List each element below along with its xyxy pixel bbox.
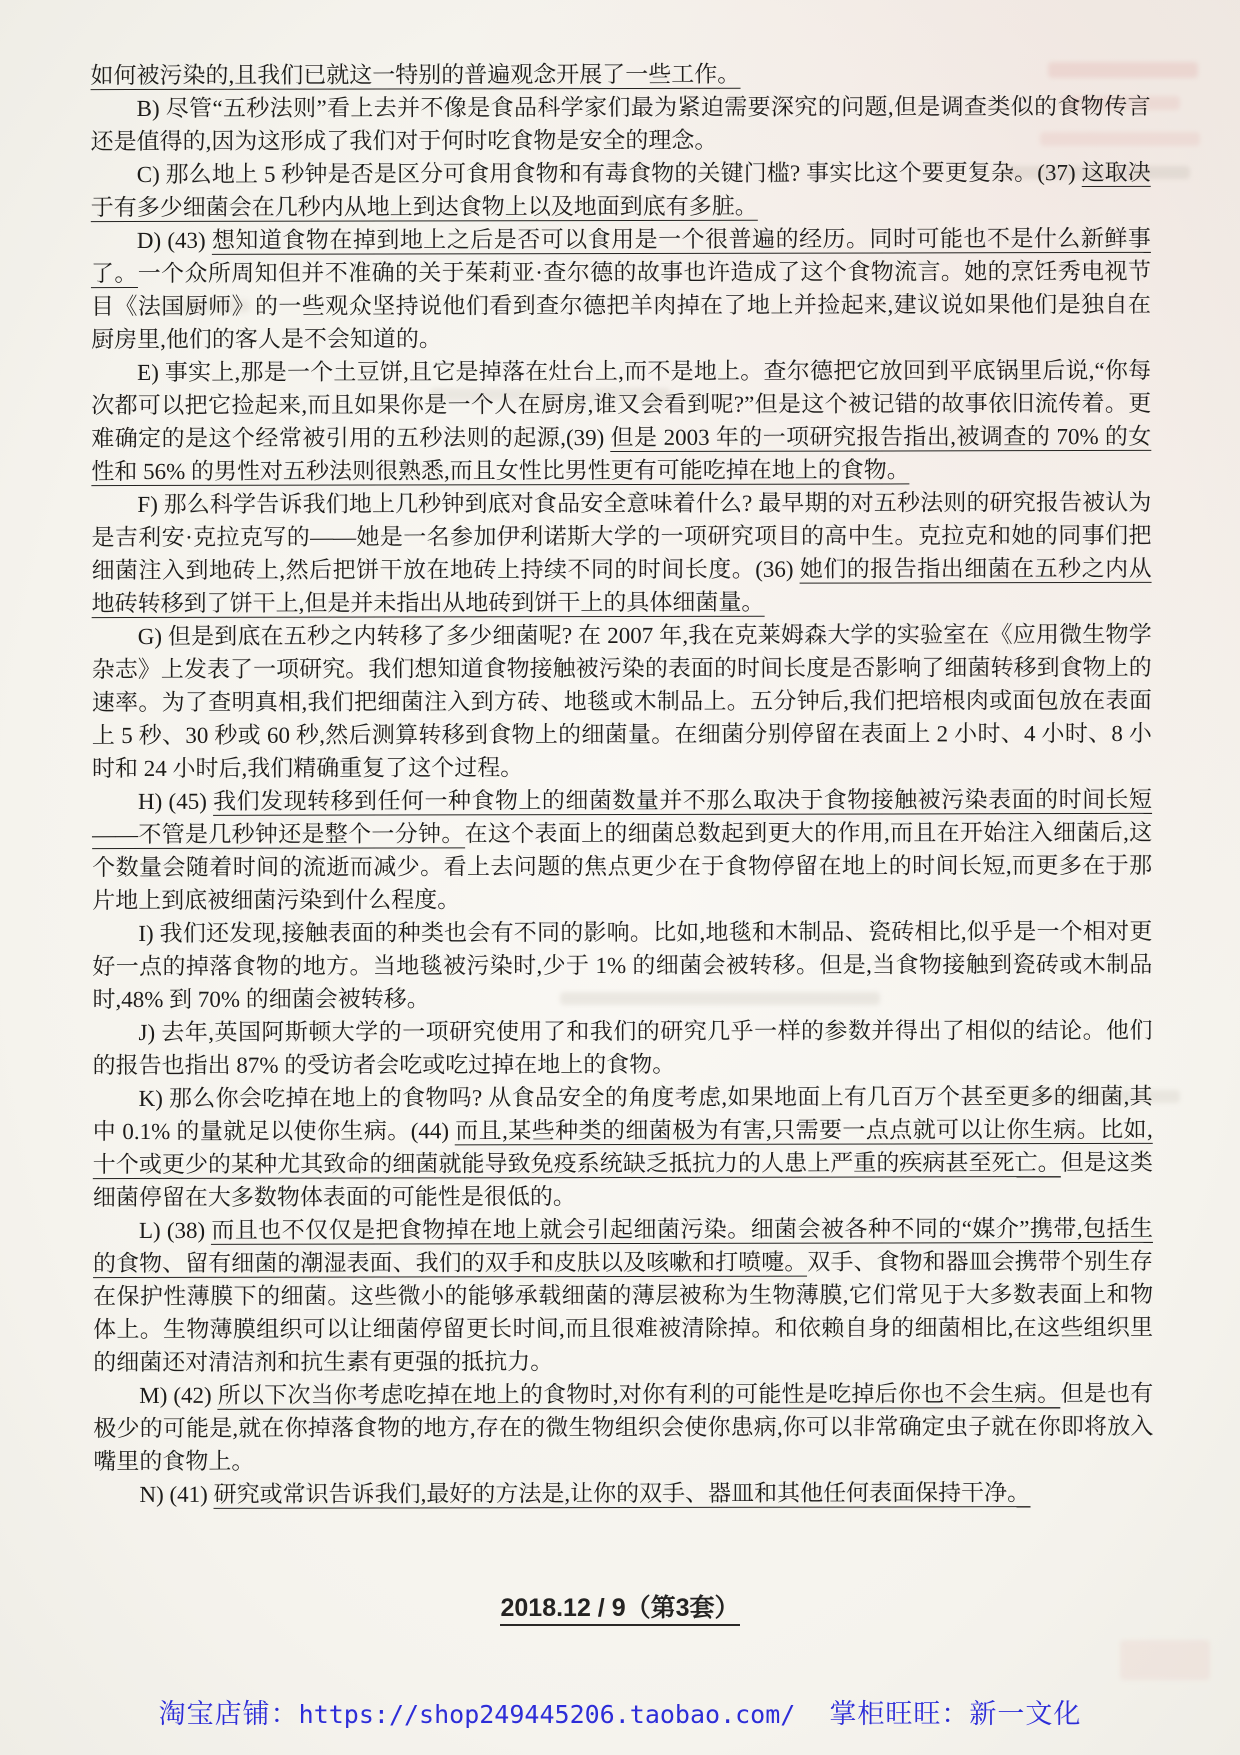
- text-segment: G) 但是到底在五秒之内转移了多少细菌呢? 在 2007 年,我在克莱姆森大学的实验室在《应用微生物学杂志》上发表了一项研究。我们想知道食物接触被污染的表面的时间长度是否影响了细菌转移到食物上的速率。为了查明真相,我们把细菌注入到方砖、地毯或木制品上。五分钟后,我们把培根肉或面包放在表面上 5 秒、30 秒或 60 秒,然后测算转移到食物上的细菌量。在细菌分别停留在表面上 2 小时、4 小时、8 小时和 24 小时后,我们精确重复了这个过程。: [91, 621, 1152, 782]
- paragraph: [93, 1377, 1153, 1478]
- wangwang-name: 新一文化: [969, 1699, 1082, 1729]
- text-segment: I) 我们还发现,接触表面的种类也会有不同的影响。比如,地毯和木制品、瓷砖相比,似乎是一个相对更好一点的掉落食物的地方。当地毯被污染时,少于 1% 的细菌会被转移。但是,当食物接触到瓷砖或木制品时,48% 到 70% 的细菌会被转移。: [92, 918, 1153, 1013]
- paragraph: [92, 783, 1152, 917]
- text-segment: 但是这类细菌停留在大多数物体表面的可能性是很低的。: [92, 1149, 1153, 1211]
- text-segment: 但是也有极少的可能是,就在你掉落食物的地方,存在的微生物组织会使你患病,你可以非常确定虫子就在你即将放入嘴里的食物上。: [93, 1380, 1154, 1475]
- text-segment: L) (38): [138, 1217, 212, 1244]
- text-segment: M) (42): [139, 1382, 218, 1409]
- underlined-answer-text: 想知道食物在掉到地上之后是否可以食用是一个很普遍的经历。同时可能也不是什么新鲜事了。: [90, 225, 1151, 287]
- underlined-answer-text: 如何被污染的,且我们已就这一特别的普遍观念开展了一些工作。: [90, 61, 741, 89]
- text-segment: 在这个表面上的细菌总数起到更大的作用,而且在开始注入细菌后,这个数量会随着时间的流逝而减少。看上去问题的焦点更少在于食物停留在地上的时间长短,而更多在于那片地上到底被细菌污染到什么程度。: [92, 819, 1153, 914]
- underlined-answer-text: 这取决于有多少细菌会在几秒内从地上到达食物上以及地面到底有多脏。: [90, 159, 1151, 221]
- bleed-through-artifact: [1120, 1640, 1210, 1680]
- underlined-answer-text: 但是 2003 年的一项研究报告指出,被调查的 70% 的女性和 56% 的男性对五秒法则很熟悉,而且女性比男性更有可能吃掉在地上的食物。: [91, 423, 1152, 485]
- text-segment: 一个众所周知但并不准确的关于茱莉亚·查尔德的故事也许造成了这个食物流言。她的烹饪秀电视节目《法国厨师》的一些观众坚持说他们看到查尔德把羊肉掉在了地上并捡起来,建议说如果他们是独自在厨房里,他们的客人是不会知道的。: [90, 258, 1152, 353]
- underlined-answer-text: 而且,某些种类的细菌极为有害,只需要一点点就可以让你生病。比如,十个或更少的某种尤其致命的细菌就能导致免疫系统缺乏抵抗力的人患上严重的疾病甚至死亡。: [92, 1116, 1153, 1178]
- paragraph: [92, 1014, 1152, 1082]
- paragraph: [92, 618, 1152, 785]
- shop-label: 淘宝店铺：: [158, 1699, 299, 1729]
- text-segment: K) 那么你会吃掉在地上的食物吗? 从食品安全的角度考虑,如果地面上有几百万个甚至更多的细菌,其中 0.1% 的量就足以使你生病。(44): [92, 1083, 1153, 1145]
- shop-url: https://shop249445206.taobao.com/: [298, 1700, 796, 1729]
- shop-watermark: [0, 1692, 1240, 1731]
- text-segment: J) 去年,英国阿斯顿大学的一项研究使用了和我们的研究几乎一样的参数并得出了相似的结论。他们的报告也指出 87% 的受访者会吃或吃过掉在地上的食物。: [92, 1017, 1153, 1079]
- paragraph: [91, 222, 1151, 356]
- text-segment: B) 尽管“五秒法则”看上去并不像是食品科学家们最为紧迫需要深究的问题,但是调查类似的食物传言还是值得的,因为这形成了我们对于何时吃食物是安全的理念。: [90, 93, 1151, 155]
- text-segment: C) 那么地上 5 秒钟是否是区分可食用食物和有毒食物的关键门槛? 事实比这个要更复杂。(37): [136, 160, 1082, 188]
- paragraph: [91, 90, 1151, 158]
- translation-text: [90, 57, 1153, 1511]
- text-segment: E) 事实上,那是一个土豆饼,且它是掉落在灶台上,而不是地上。查尔德把它放回到平底锅里后说,“你每次都可以把它捡起来,而且如果你是一个人在厨房,谁又会看到呢?”但是这个被记错的故事依旧流传着。更难确定的是这个经常被引用的五秒法则的起源,(39): [91, 357, 1152, 452]
- text-segment: F) 那么科学告诉我们地上几秒钟到底对食品安全意味着什么? 最早期的对五秒法则的研究报告被认为是吉利安·克拉克写的——她是一名参加伊利诺斯大学的一项研究项目的高中生。克拉克和她的同事们把细菌注入到地砖上,然后把饼干放在地砖上持续不同的时间长度。(36): [91, 489, 1152, 584]
- underlined-answer-text: 她们的报告指出细菌在五秒之内从地砖转移到了饼干上,但是并未指出从地砖到饼干上的具体细菌量。: [91, 555, 1152, 617]
- wangwang-label: 掌柜旺旺：: [829, 1699, 970, 1729]
- text-segment: D) (43): [136, 227, 212, 254]
- text-segment: 双手、食物和器皿会携带个别生存在保护性薄膜下的细菌。这些微小的能够承载细菌的薄层被称为生物薄膜,它们常见于大多数表面上和物体上。生物薄膜组织可以让细菌停留更长时间,而且很难被清除掉。和依赖自身的细菌相比,在这些组织里的细菌还对清洁剂和抗生素有更强的抵抗力。: [93, 1248, 1154, 1376]
- page-number-footer: [0, 1588, 1240, 1624]
- paragraph: [91, 486, 1151, 620]
- paragraph: [90, 57, 1150, 92]
- paragraph: [91, 354, 1151, 488]
- underlined-answer-text: 而且也不仅仅是把食物掉在地上就会引起细菌污染。细菌会被各种不同的“媒介”携带,包括生的食物、留有细菌的潮湿表面、我们的双手和皮肤以及咳嗽和打喷嚏。: [92, 1215, 1153, 1277]
- paragraph: [91, 156, 1151, 224]
- underlined-answer-text: 我们发现转移到任何一种食物上的细菌数量并不那么取决于食物接触被污染表面的时间长短——不管是几秒钟还是整个一分钟。: [92, 786, 1153, 848]
- paragraph: [93, 1476, 1153, 1511]
- text-segment: H) (45): [138, 788, 214, 815]
- text-segment: N) (41): [139, 1481, 214, 1508]
- paragraph: [93, 1080, 1153, 1214]
- paragraph: [92, 915, 1152, 1016]
- underlined-answer-text: 研究或常识告诉我们,最好的方法是,让你的双手、器皿和其他任何表面保持干净。: [213, 1480, 1031, 1507]
- page-number-label: 2018.12 / 9（第3套）: [500, 1594, 739, 1626]
- underlined-answer-text: 所以下次当你考虑吃掉在地上的食物时,对你有利的可能性是吃掉后你也不会生病。: [217, 1381, 1061, 1408]
- paragraph: [93, 1212, 1153, 1379]
